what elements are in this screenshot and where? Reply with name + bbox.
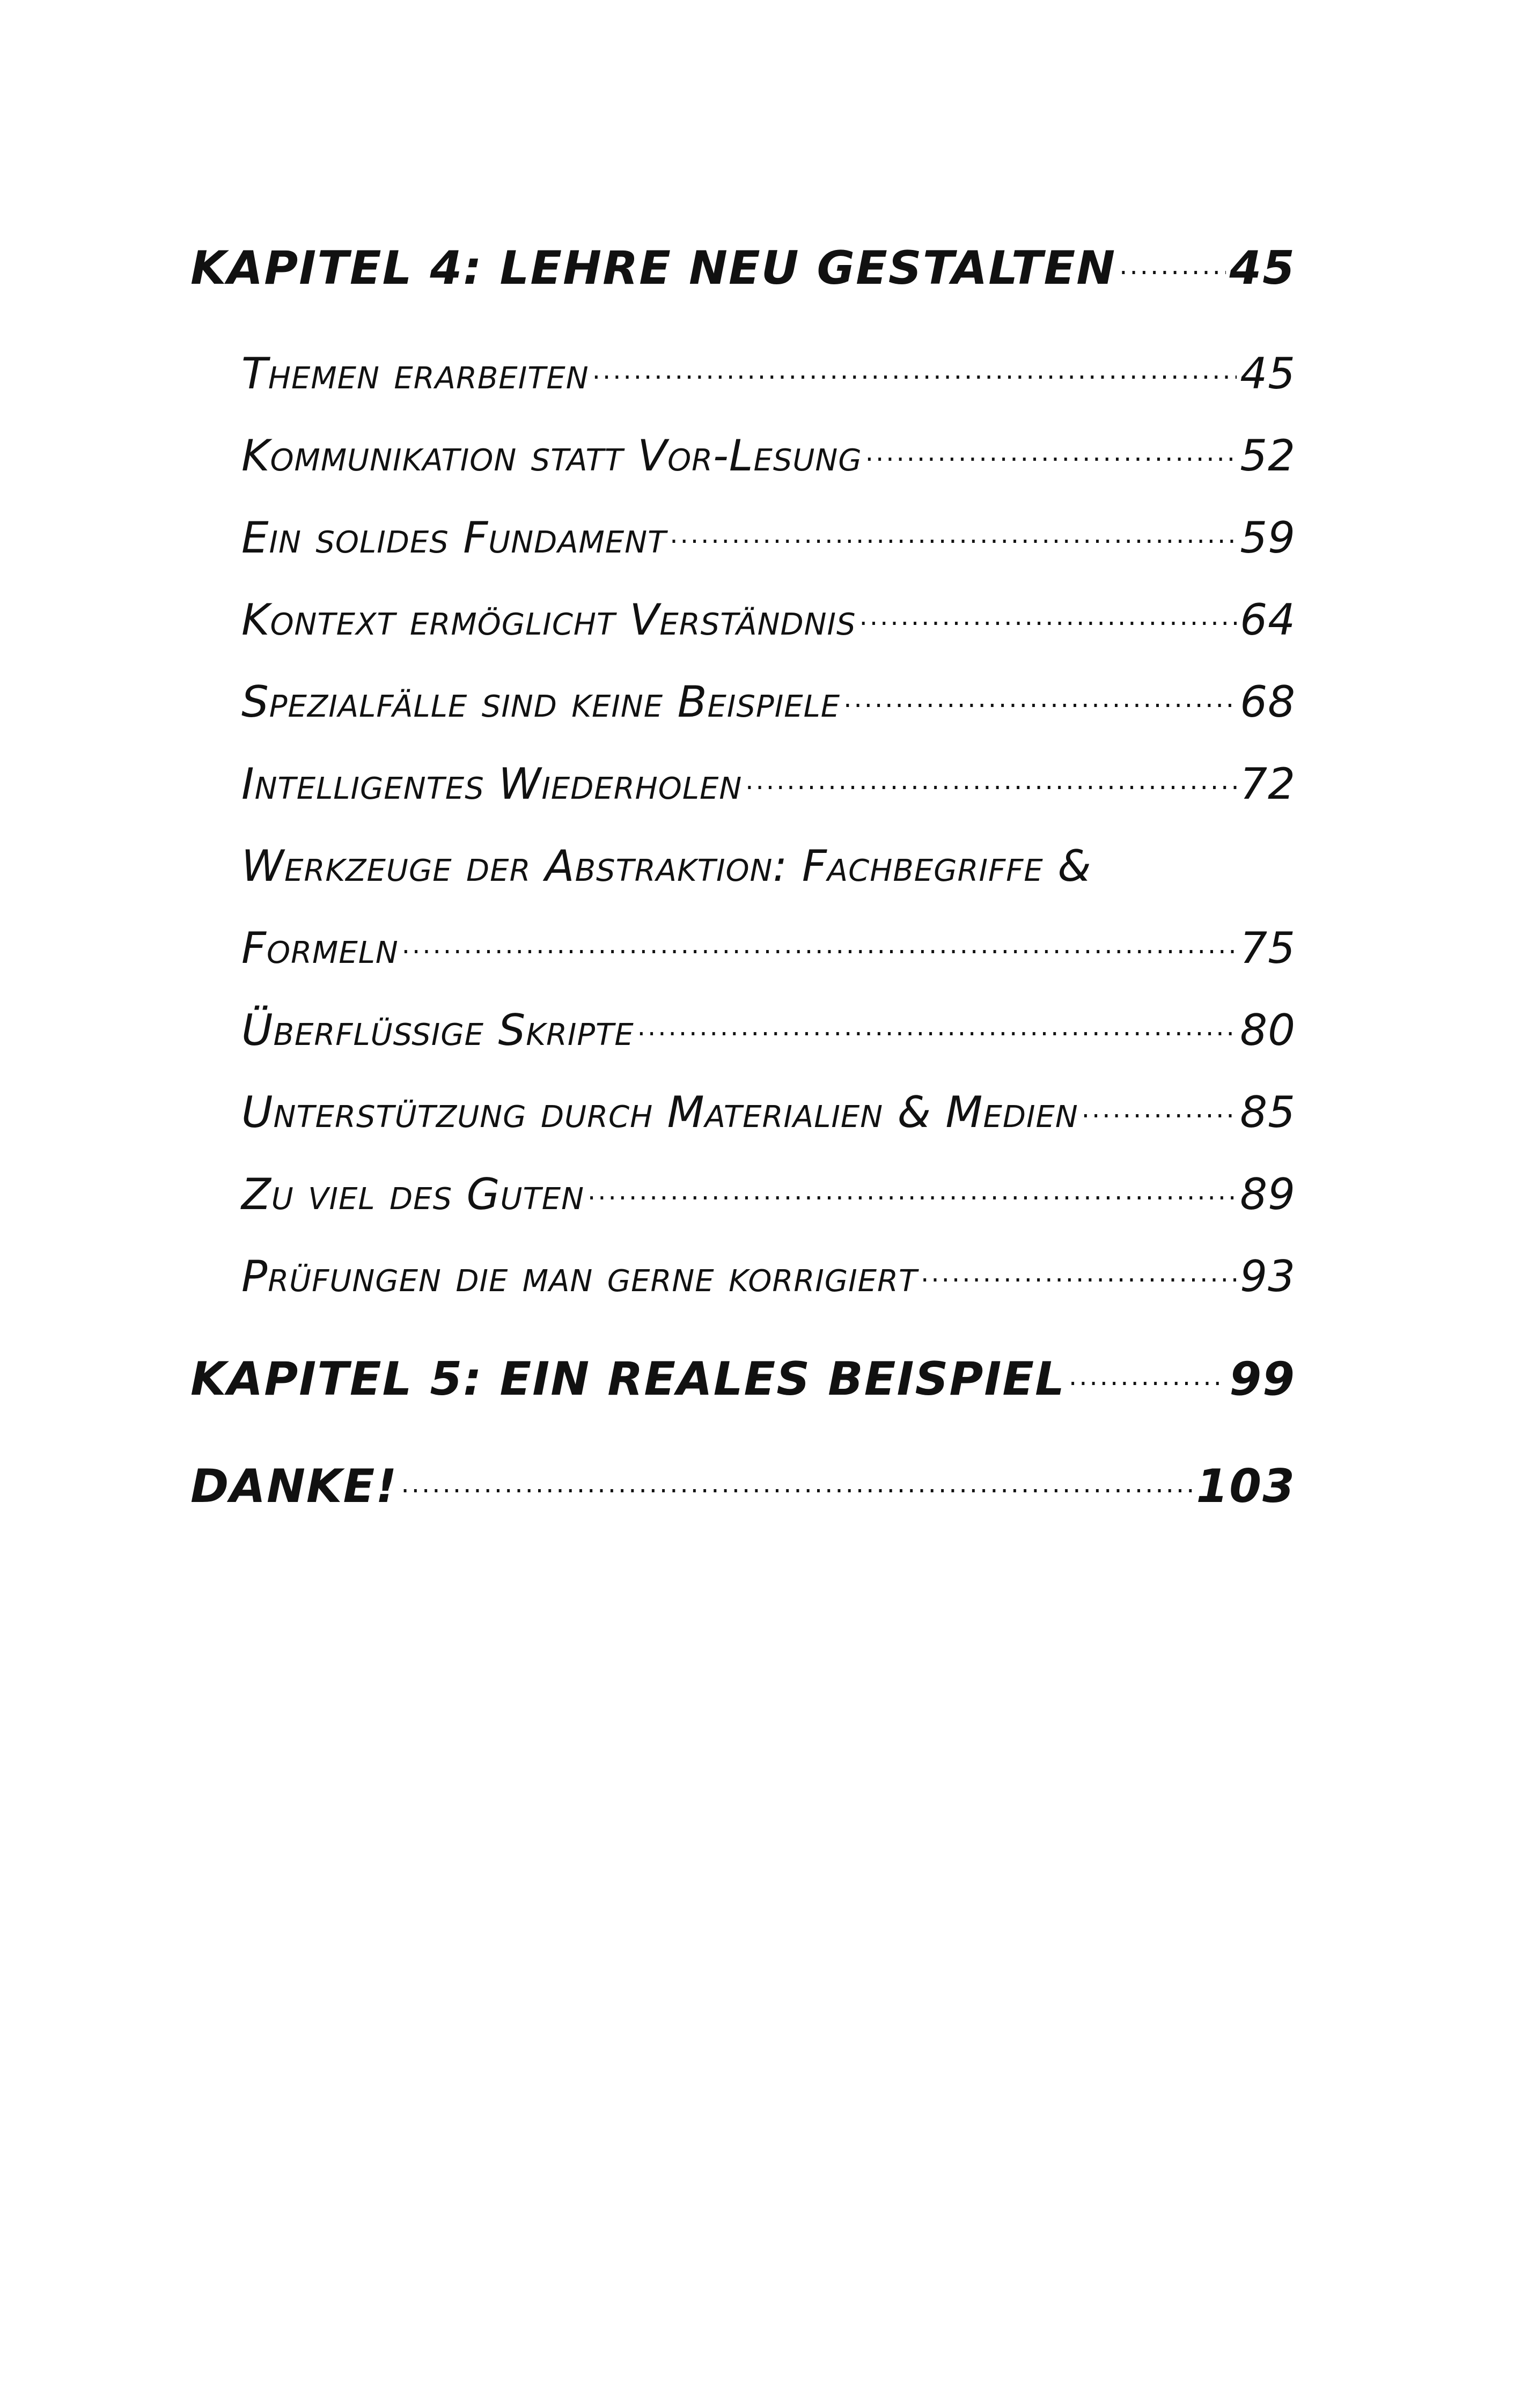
toc-entry-section (241, 497, 1296, 579)
toc-entry-section (241, 333, 1296, 415)
dot-leader (402, 911, 1237, 993)
dot-leader (587, 1158, 1237, 1240)
toc-entry-title-continued: Formeln (241, 923, 399, 973)
dot-leader (865, 419, 1237, 501)
dot-leader (592, 337, 1237, 419)
toc-entry-title: Spezialfälle sind keine Beispiele (241, 677, 841, 727)
toc-entry-title: Unterstützung durch Materialien & Medien (241, 1087, 1078, 1137)
toc-entry-section (241, 1071, 1296, 1153)
dot-leader (1119, 219, 1226, 327)
dot-leader (1082, 1076, 1237, 1158)
toc-entry-page-number: 68 (1240, 677, 1296, 727)
toc-entry-page-number: 45 (1240, 349, 1296, 399)
toc-entry-title: KAPITEL 4: LEHRE NEU GESTALTEN (190, 241, 1116, 295)
toc-entry-page-number: 99 (1229, 1352, 1296, 1406)
toc-entry-title: Kontext ermöglicht Verständnis (241, 595, 856, 645)
toc-entry-page-number: 64 (1240, 595, 1296, 645)
toc-entry-page-number: 85 (1240, 1087, 1296, 1137)
toc-entry-chapter-5 (190, 1325, 1296, 1433)
toc-entry-title: Kommunikation statt Vor-Lesung (241, 431, 862, 481)
toc-entry-chapter-4 (190, 215, 1296, 322)
dot-leader (637, 993, 1237, 1076)
toc-entry-section (241, 579, 1296, 661)
toc-entry-title: KAPITEL 5: EIN REALES BEISPIEL (190, 1352, 1066, 1406)
toc-entry-section (241, 743, 1296, 825)
dot-leader (843, 665, 1237, 747)
toc-entry-thanks (190, 1433, 1296, 1540)
toc-entry-page-number: 103 (1196, 1460, 1296, 1513)
dot-leader (921, 1240, 1237, 1322)
dot-leader (859, 583, 1237, 665)
toc-entry-page-number: 93 (1240, 1251, 1296, 1301)
toc-entry-section (241, 907, 1296, 989)
toc-entry-page-number: 52 (1240, 431, 1296, 481)
toc-entry-page-number: 80 (1240, 1005, 1296, 1055)
toc-entry-title: Ein solides Fundament (241, 513, 667, 563)
toc-entry-title: DANKE! (190, 1460, 398, 1513)
toc-entry-section (241, 661, 1296, 743)
dot-leader (1069, 1330, 1226, 1438)
dot-leader (670, 501, 1237, 583)
toc-entry-section (241, 1235, 1296, 1317)
dot-leader (401, 1438, 1193, 1545)
table-of-contents (190, 215, 1296, 1540)
toc-entry-page-number: 59 (1240, 513, 1296, 563)
toc-entry-title: Prüfungen die man gerne korrigiert (241, 1251, 918, 1301)
toc-entry-title: Themen erarbeiten (241, 349, 589, 399)
toc-entry-page-number: 75 (1240, 923, 1296, 973)
toc-entry-title: Zu viel des Guten (241, 1169, 584, 1219)
toc-entry-title: Werkzeuge der Abstraktion: Fachbegriffe & (241, 841, 1092, 891)
toc-entry-page-number: 72 (1240, 759, 1296, 809)
toc-entry-section (241, 415, 1296, 497)
toc-entry-page-number: 45 (1229, 241, 1296, 295)
toc-entry-title: Überflüssige Skripte (241, 1005, 634, 1055)
toc-entry-page-number: 89 (1240, 1169, 1296, 1219)
dot-leader (745, 747, 1237, 829)
toc-entry-section (241, 1153, 1296, 1235)
toc-entry-section (241, 989, 1296, 1071)
toc-entry-section-wrapped-line (241, 825, 1296, 907)
toc-entry-title: Intelligentes Wiederholen (241, 759, 743, 809)
